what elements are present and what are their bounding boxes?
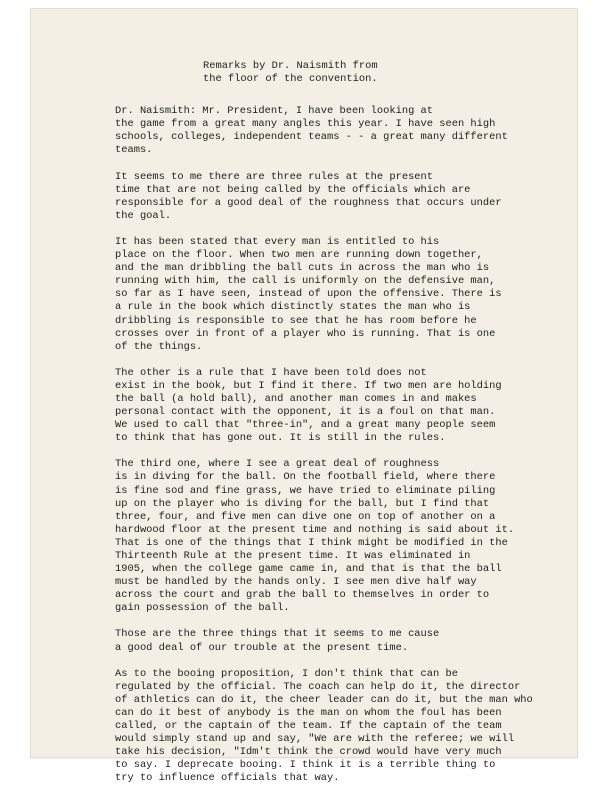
paragraph-6: Those are the three things that it seems to me cause a good deal of our trouble at the present time. bbox=[115, 628, 440, 654]
paragraph-5: The third one, where I see a great deal of roughness is in diving for the ball. On the football field, where there is fine sod and fine grass, we have tried to eliminate piling up on the player who is diving for the ball, but I find that three, four, and five men can dive one on top of another on a hardwood floor at the present time and nothing is said about it. That is one of the things that I think might be modified in the Thirteenth Rule at the present time. It was eliminated in 1905, when the college game came in, and that is that the ball must be handled by the hands only. I see men dive half way across the court and grab the ball to themselves in order to gain possession of the ball. bbox=[115, 458, 515, 615]
document-title: Remarks by Dr. Naismith from the floor of the convention. bbox=[203, 60, 378, 86]
paragraph-2: It seems to me there are three rules at the present time that are not being called by the officials which are responsible for a good deal of the roughness that occurs under the goal. bbox=[115, 170, 502, 222]
document-page bbox=[30, 8, 578, 785]
paragraph-3: It has been stated that every man is entitled to his place on the floor. When two men are running down together, and the man dribbling the ball cuts in across the man who is running with him, the call is uniformly on the defensive man, so far as I have seen, instead of upon the offensive. There is a rule in the book which distinctly states the man who is dribbling is responsible to see that he has room before he crosses over in front of a player who is running. That is one of the things. bbox=[115, 235, 502, 353]
paragraph-4: The other is a rule that I have been told does not exist in the book, but I find it there. If two men are holding the ball (a hold ball), and another man comes in and makes personal contact with the opponent, it is a foul on that man. We used to call that "three-in", and a great many people seem to think that has gone out. It is still in the rules. bbox=[115, 366, 502, 445]
typed-text-block bbox=[115, 60, 570, 799]
paragraph-1: Dr. Naismith: Mr. President, I have been looking at the game from a great many angles this year. I have seen high schools, colleges, independent teams - - a great many different teams. bbox=[115, 105, 508, 157]
paragraph-7: As to the booing proposition, I don't think that can be regulated by the official. The coach can help do it, the director of athletics can do it, the cheer leader can do it, but the man who can do it best of anybody is the man on whom the foul has been called, or the captain of the team. If the captain of the team would simply stand up and say, "We are with the referee; we will take his decision, "Idm't think the crowd would have very much to say. I deprecate booing. I think it is a terrible thing to try to influence officials that way. bbox=[115, 667, 533, 785]
